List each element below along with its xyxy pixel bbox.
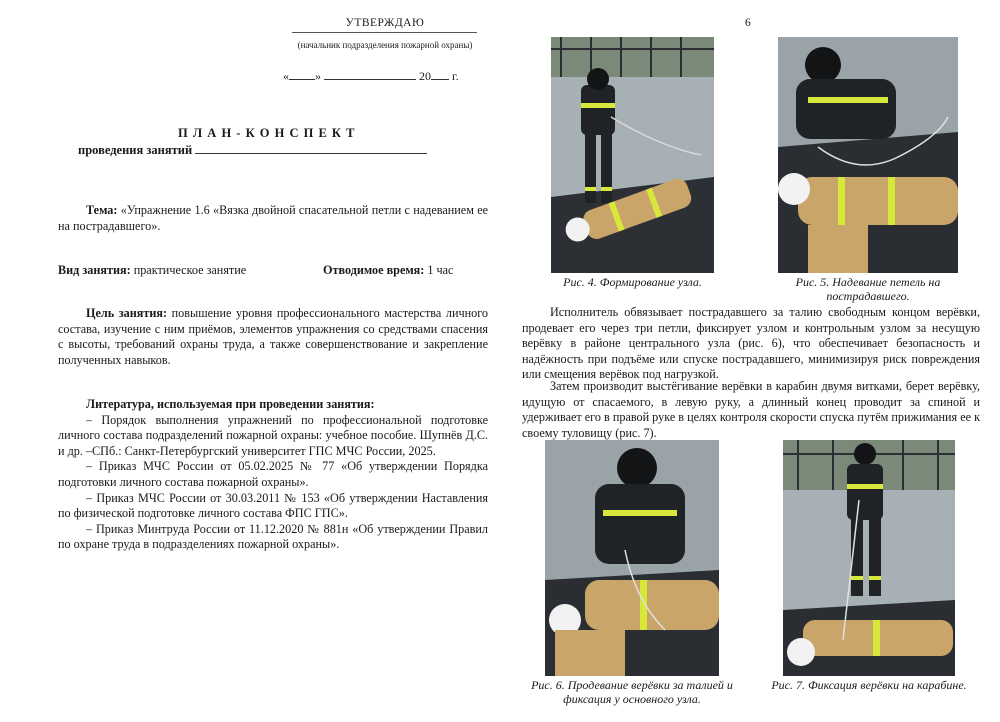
literature-item: – Приказ МЧС России от 30.03.2011 № 153 «Об утверждении Наставления по физической подготовке личного состава ФПС ГПС». [58,490,488,521]
date-year: 20 [419,69,431,83]
date-close-quote: » [315,69,321,83]
approver-hint: (начальник подразделения пожарной охраны) [297,40,473,50]
rope-knot-photo-icon [778,37,958,273]
plan-subtitle-text: проведения занятий [78,143,193,157]
figure-5-photo [778,37,958,273]
literature-item: – Приказ МЧС России от 05.02.2025 № 77 «Об утверждении Порядка подготовки личного состава пожарной охраны». [58,459,488,489]
literature-title: Литература, используемая при проведении занятия: [86,397,375,411]
literature-item: – Порядок выполнения упражнений по профессиональной подготовке личного состава подразделений пожарной охраны: учебное пособие. Шупнёв Д.С. и др. –СПб.: Санкт-Петербургский университет ГПС МЧС России, 2025. [58,412,488,458]
lesson-meta [58,263,488,279]
year-blank [431,79,449,80]
paragraph-1 [522,305,980,383]
page-number: 6 [745,17,751,29]
date-open-quote: « [283,69,289,83]
topic-label: Тема: [86,203,118,217]
approval-date [283,69,459,84]
figure-5-caption: Рис. 5. Надевание петель на пострадавшего. [795,275,941,303]
time-label: Отводимое время: [323,263,425,277]
literature-block [58,397,488,553]
literature-item: – Приказ Минтруда России от 11.12.2020 № 881н «Об утверждении Правил по охране труда в подразделениях пожарной охраны». [58,521,488,552]
figure-4-photo [551,37,714,273]
goal-label: Цель занятия: [86,306,168,320]
type-label: Вид занятия: [58,263,131,277]
paragraph-2-text: Затем производит выстёгивание верёвки в карабин двумя витками, берет верёвку, идущую от спасаемого, в левую руку, а длинный конец проводит за спиной и удерживает его в правой руке в целях контроля скорости спуска путём прижимания ее к своему туловищу (рис. 7). [522,379,980,440]
paragraph-2 [522,379,980,441]
time-group [323,263,453,279]
firefighter-photo-icon [545,440,719,676]
figure-6-photo [545,440,719,676]
approve-heading: УТВЕРЖДАЮ [345,17,425,29]
figure-7-caption: Рис. 7. Фиксация верёвки на карабине. [771,678,967,692]
time-value: 1 час [427,263,454,277]
topic-text: «Упражнение 1.6 «Вязка двойной спасательной петли с надеванием ее на пострадавшего». [58,203,489,233]
goal-text: повышение уровня профессионального мастерства личного состава, изучение с ним приёмов, элементов упражнения со средствами спасения с высоты, требований охраны труда, а также совершенствование и закрепление полученных навыков. [58,306,489,367]
plan-subtitle-blank [195,153,427,154]
figure-7-photo [783,440,955,676]
type-value: практическое занятие [133,263,247,277]
day-blank [289,79,315,80]
figure-6-caption: Рис. 6. Продевание верёвки за талией и фиксация у основного узла. [531,678,733,706]
approver-line [292,32,477,33]
firefighter-photo-icon [783,440,955,676]
figure-4-caption: Рис. 4. Формирование узла. [563,275,702,289]
paragraph-1-text: Исполнитель обвязывает пострадавшего за талию свободным концом верёвки, продевает его через три петли, фиксирует узлом и контрольным узлом за несущую верёвку в районе центрального узла (рис. 6), что обеспечивает безопасность и надёжность при подъёме или спуске пострадавшего, минимизируя риск повреждения или смещения верёвок под нагрузкой. [522,305,980,382]
plan-subtitle [78,143,427,158]
date-suffix: г. [452,69,459,83]
topic-block [58,203,488,234]
firefighter-photo-icon [551,37,714,273]
plan-title: П Л А Н - К О Н С П Е К Т [178,126,356,140]
goal-block [58,306,488,368]
month-blank [324,79,416,80]
